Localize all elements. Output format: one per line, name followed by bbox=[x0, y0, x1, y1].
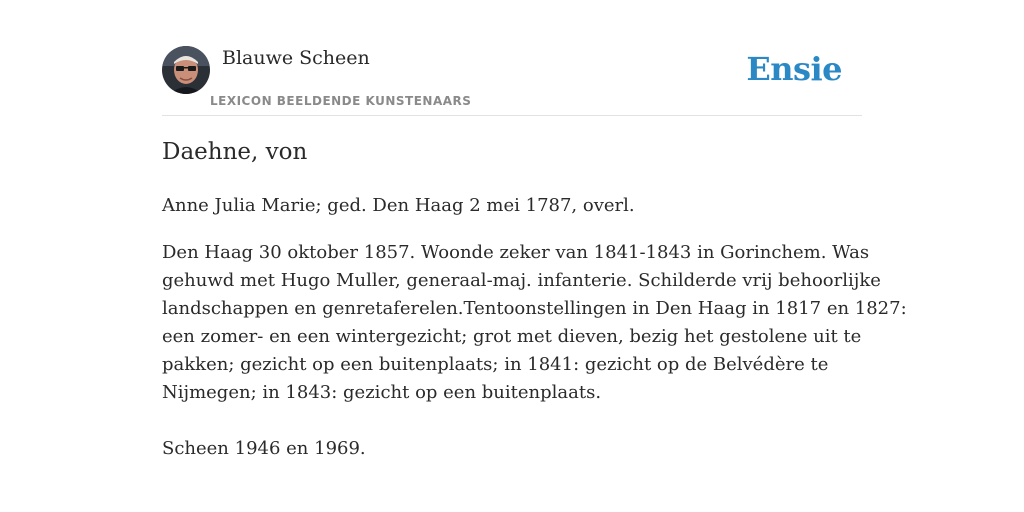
author-avatar[interactable] bbox=[162, 46, 210, 94]
brand-logo[interactable]: Ensie bbox=[746, 50, 842, 88]
body-line: Nijmegen; in 1843: gezicht op een buitenplaats. bbox=[162, 382, 602, 403]
article-card bbox=[162, 46, 907, 459]
article-source: Scheen 1946 en 1969. bbox=[162, 438, 366, 459]
body-line: gehuwd met Hugo Muller, generaal-maj. infanterie. Schilderde vrij behoorlijke bbox=[162, 270, 881, 291]
author-photo bbox=[162, 46, 210, 94]
body-line: pakken; gezicht op een buitenplaats; in 1841: gezicht op de Belvédère te bbox=[162, 354, 829, 375]
category-label[interactable]: LEXICON BEELDENDE KUNSTENAARS bbox=[210, 94, 472, 108]
article-body bbox=[162, 239, 907, 407]
article-header bbox=[162, 46, 862, 116]
article-title: Daehne, von bbox=[162, 139, 308, 165]
body-line: landschappen en genretaferelen.Tentoonstellingen in Den Haag in 1817 en 1827: bbox=[162, 298, 907, 319]
author-name[interactable]: Blauwe Scheen bbox=[222, 47, 370, 69]
body-line: een zomer- en een wintergezicht; grot met dieven, bezig het gestolene uit te bbox=[162, 326, 862, 347]
article-intro: Anne Julia Marie; ged. Den Haag 2 mei 1787, overl. bbox=[162, 195, 635, 216]
body-line: Den Haag 30 oktober 1857. Woonde zeker van 1841-1843 in Gorinchem. Was bbox=[162, 242, 870, 263]
